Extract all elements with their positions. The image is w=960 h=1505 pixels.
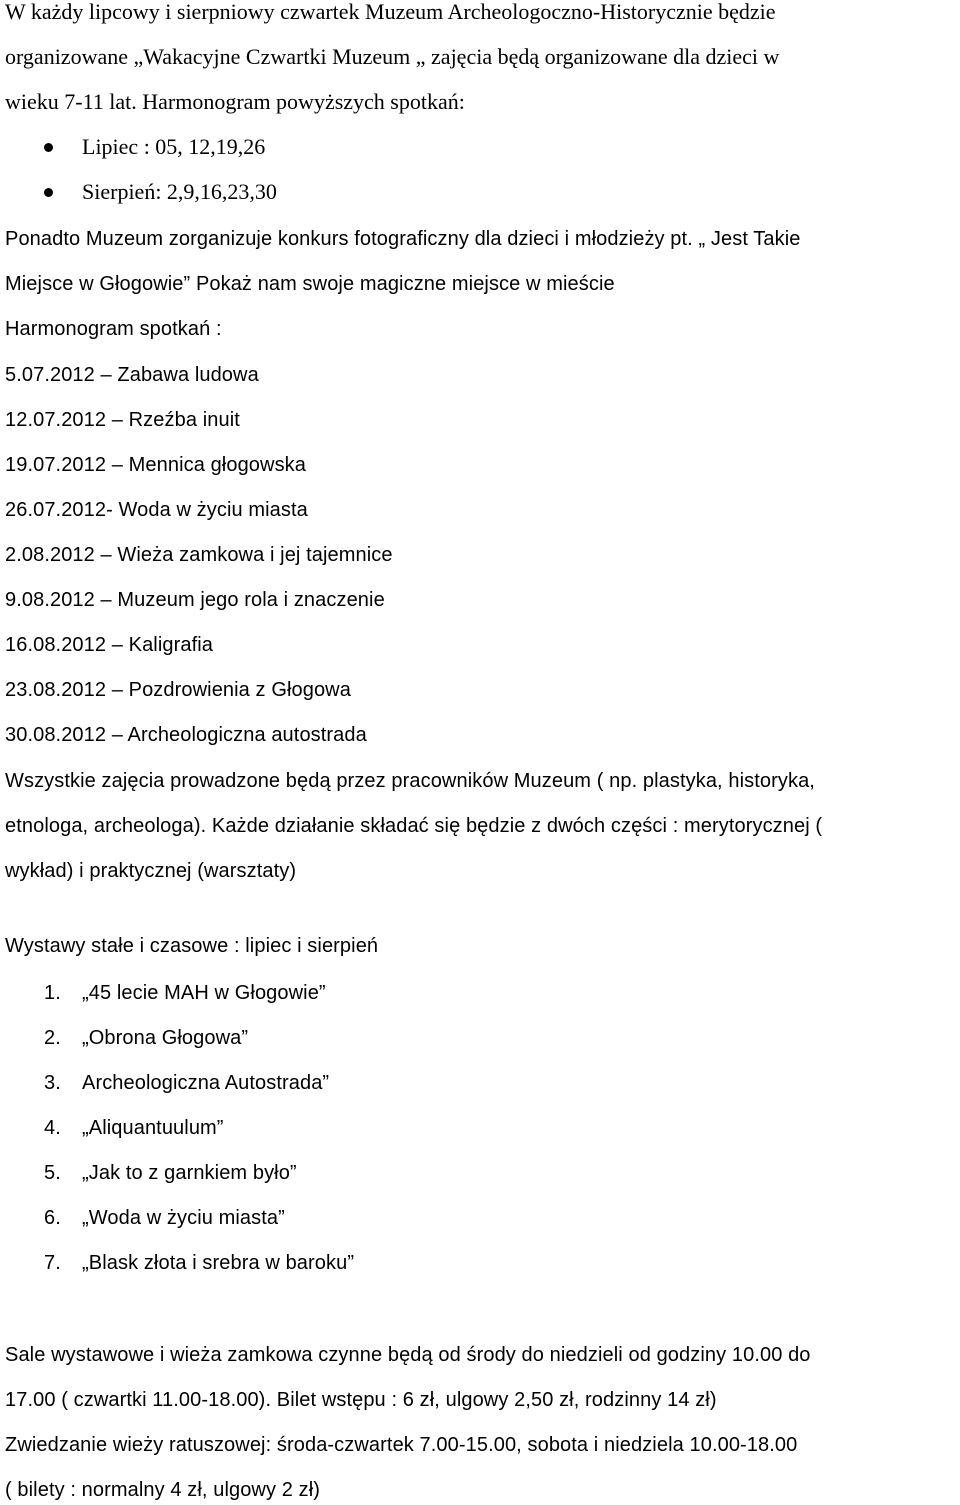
meeting-item: 5.07.2012 – Zabawa ludowa — [5, 364, 259, 386]
exhibition-title: „Aliquantuulum” — [82, 1117, 224, 1139]
staff-line-3: wykład) i praktycznej (warsztaty) — [5, 860, 297, 882]
hours-line-3: Zwiedzanie wieży ratuszowej: środa-czwartek 7.00-15.00, sobota i niedziela 10.00-18.00 — [5, 1434, 798, 1456]
contest-line-3: Harmonogram spotkań : — [5, 318, 222, 340]
meeting-item: 19.07.2012 – Mennica głogowska — [5, 454, 306, 476]
exhibition-title: Archeologiczna Autostrada” — [82, 1072, 330, 1094]
meeting-item: 16.08.2012 – Kaligrafia — [5, 634, 214, 656]
exhibition-title: „Obrona Głogowa” — [82, 1027, 249, 1049]
exhibition-number: 1. — [44, 982, 61, 1004]
bullet-icon — [44, 143, 53, 152]
meeting-item: 30.08.2012 – Archeologiczna autostrada — [5, 724, 367, 746]
intro-line-2: organizowane „Wakacyjne Czwartki Muzeum „ zajęcia będą organizowane dla dzieci w — [5, 44, 780, 69]
hours-line-2: 17.00 ( czwartki 11.00-18.00). Bilet wstępu : 6 zł, ulgowy 2,50 zł, rodzinny 14 zł) — [5, 1389, 717, 1411]
exhibition-number: 7. — [44, 1252, 61, 1274]
staff-line-1: Wszystkie zajęcia prowadzone będą przez pracowników Muzeum ( np. plastyka, historyka, — [5, 770, 815, 792]
exhibition-number: 2. — [44, 1027, 61, 1049]
meeting-item: 26.07.2012- Woda w życiu miasta — [5, 499, 308, 521]
hours-line-1: Sale wystawowe i wieża zamkowa czynne będą od środy do niedzieli od godziny 10.00 do — [5, 1344, 811, 1366]
meeting-item: 2.08.2012 – Wieża zamkowa i jej tajemnice — [5, 544, 393, 566]
intro-line-3: wieku 7-11 lat. Harmonogram powyższych spotkań: — [5, 89, 465, 114]
bullet-text: Sierpień: 2,9,16,23,30 — [82, 179, 277, 204]
hours-line-4: ( bilety : normalny 4 zł, ulgowy 2 zł) — [5, 1479, 321, 1501]
meeting-item: 12.07.2012 – Rzeźba inuit — [5, 409, 240, 431]
meeting-item: 23.08.2012 – Pozdrowienia z Głogowa — [5, 679, 351, 701]
exhibition-title: „Blask złota i srebra w baroku” — [82, 1252, 355, 1274]
exhibition-title: „45 lecie MAH w Głogowie” — [82, 982, 326, 1004]
exhibition-title: „Jak to z garnkiem było” — [82, 1162, 297, 1184]
contest-line-1: Ponadto Muzeum zorganizuje konkurs fotograficzny dla dzieci i młodzieży pt. „ Jest Takie — [5, 228, 801, 250]
exhibition-number: 3. — [44, 1072, 61, 1094]
bullet-icon — [44, 188, 53, 197]
staff-line-2: etnologa, archeologa). Każde działanie składać się będzie z dwóch części : merytorycznej ( — [5, 815, 823, 837]
intro-line-1: W każdy lipcowy i sierpniowy czwartek Muzeum Archeologoczno-Historycznie będzie — [5, 0, 776, 24]
contest-line-2: Miejsce w Głogowie” Pokaż nam swoje magiczne miejsce w mieście — [5, 273, 615, 295]
bullet-text: Lipiec : 05, 12,19,26 — [82, 134, 266, 159]
exhibition-number: 6. — [44, 1207, 61, 1229]
meeting-item: 9.08.2012 – Muzeum jego rola i znaczenie — [5, 589, 385, 611]
exhibition-number: 4. — [44, 1117, 61, 1139]
exhibition-title: „Woda w życiu miasta” — [82, 1207, 285, 1229]
exhibitions-heading: Wystawy stałe i czasowe : lipiec i sierpień — [5, 935, 379, 957]
exhibition-number: 5. — [44, 1162, 61, 1184]
